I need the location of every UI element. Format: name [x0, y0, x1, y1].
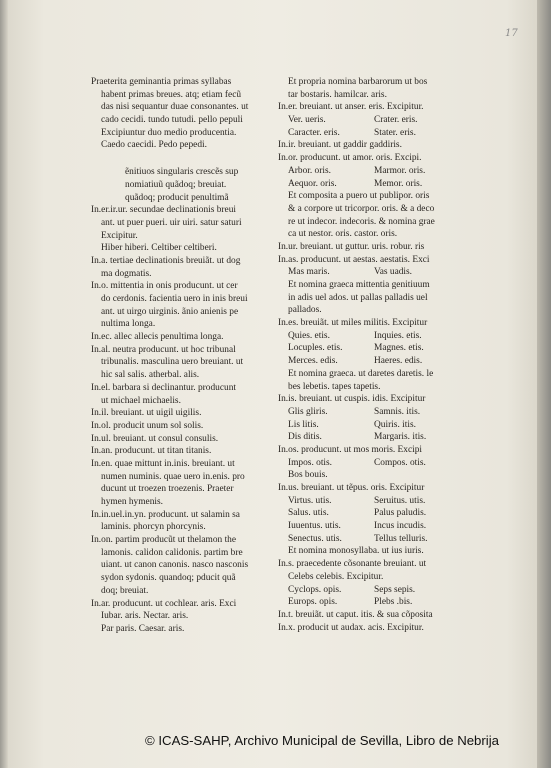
text-line [278, 114, 446, 127]
text-line: Et nomina graeca mittentia genitiuum [288, 280, 430, 290]
word-form-left: Aequor. oris. [288, 178, 337, 189]
word-form-right: Tellus telluris. [374, 533, 428, 544]
text-line [278, 330, 446, 343]
text-line: Bos bouis. [288, 470, 328, 481]
text-line: In.es. breuiãt. ut miles militis. Excipitur [278, 318, 428, 329]
text-line: Et composita a puero ut publipor. oris [288, 191, 430, 202]
text-line [278, 520, 446, 533]
text-line: ant. ut uirgo uirginis. ãnio anienis pe [101, 306, 239, 317]
text-line: ma dogmatis. [101, 268, 152, 279]
word-form-right: Haeres. edis. [374, 356, 423, 367]
word-form-left: Quies. etis. [288, 330, 330, 341]
text-line: In.x. producit ut audax. acis. Excipitur. [278, 622, 424, 633]
word-form-right: Incus incudis. [374, 521, 427, 532]
text-line [278, 584, 446, 597]
page-left-edge [0, 0, 8, 768]
text-line [278, 533, 446, 546]
text-line [278, 507, 446, 520]
text-line: In.ec. allec allecis penultima longa. [91, 332, 224, 343]
word-form-right: Seps sepis. [374, 584, 416, 595]
text-line: In.a. tertiae declinationis breuiãt. ut dog [91, 255, 241, 266]
word-form-left: Virtus. utis. [288, 495, 332, 506]
text-line: In.il. breuiant. ut uigil uigilis. [91, 408, 202, 419]
text-line: In.os. producunt. ut mos moris. Excipi [278, 444, 422, 455]
text-line [278, 127, 446, 140]
text-line: In.is. breuiant. ut cuspis. idis. Excipitur [278, 394, 426, 405]
word-form-right: Magnes. etis. [374, 343, 424, 354]
text-line: Hiber hiberi. Celtiber celtiberi. [101, 243, 217, 254]
text-line: & a corpore ut tricorpor. oris. & a deco [288, 203, 435, 214]
text-line: In.t. breuiãt. ut caput. itis. & sua cõposita [278, 609, 433, 620]
word-form-right: Margaris. itis. [374, 432, 427, 443]
text-line: uiant. ut canon canonis. nasco nasconis [101, 560, 249, 571]
text-line: In.ir. breuiant. ut gaddir gaddiris. [278, 140, 402, 151]
word-form-left: Impos. otis. [288, 457, 333, 468]
text-line: sydon sydonis. quandoq; pducit quã [101, 573, 236, 584]
text-line: lamonis. calidon calidonis. partim bre [101, 547, 243, 558]
text-line: cado cecidi. tundo tutudi. pello pepuli [101, 115, 243, 126]
word-form-right: Compos. otis. [374, 457, 426, 468]
text-line: laminis. phorcyn phorcynis. [101, 522, 206, 533]
word-form-left: Mas maris. [288, 267, 330, 278]
text-line: In.o. mittentia in onis producunt. ut cer [91, 281, 238, 292]
word-form-right: Samnis. itis. [374, 406, 421, 417]
text-line: In.er. breuiant. ut anser. eris. Excipitur. [278, 102, 424, 113]
word-form-left: Caracter. eris. [288, 127, 340, 138]
text-line [278, 596, 446, 609]
text-line [278, 266, 446, 279]
text-line: Et nomina monosyllaba. ut ius iuris. [288, 546, 424, 557]
word-form-right: Plebs .bis. [374, 597, 413, 608]
text-line: In.ar. producunt. ut cochlear. aris. Exci [91, 598, 237, 609]
text-line: In.el. barbara si declinantur. producunt [91, 382, 237, 393]
text-line [278, 406, 446, 419]
word-form-right: Palus paludis. [374, 508, 427, 519]
right-text-column [278, 76, 446, 634]
text-line: In.er.ir.ur. secundae declinationis breui [91, 205, 237, 216]
text-line: quãdoq; producit penultimã [125, 192, 229, 203]
text-line: Caedo caecidi. Pedo pepedi. [101, 140, 207, 151]
text-line: In.ol. producit unum sol solis. [91, 420, 204, 431]
text-line: nomiatiuũ quãdoq; breuiat. [125, 179, 227, 190]
text-line: in adis uel ados. ut pallas palladis uel [288, 292, 428, 303]
word-form-right: Marmor. oris. [374, 165, 426, 176]
text-line: In.en. quae mittunt in.inis. breuiant. ut [91, 458, 235, 469]
text-line: In.as. producunt. ut aestas. aestatis. Exci [278, 254, 430, 265]
text-line: das nisi sequantur duae consonantes. ut [101, 102, 249, 113]
text-line: In.or. producunt. ut amor. oris. Excipi. [278, 153, 422, 164]
left-text-column [91, 76, 267, 636]
word-form-right: Seruitus. utis. [374, 495, 426, 506]
text-line: pallados. [288, 305, 322, 316]
text-line: tribunalis. masculina uero breuiant. ut [101, 357, 244, 368]
text-line: tar bostaris. hamilcar. aris. [288, 89, 387, 100]
text-line: In.an. producunt. ut titan titanis. [91, 446, 212, 457]
text-line: numen numinis. quae uero in.enis. pro [101, 471, 245, 482]
text-line: ẽnitiuos singularis crescẽs sup [125, 167, 239, 178]
word-form-left: Cyclops. opis. [288, 584, 342, 595]
text-line [278, 165, 446, 178]
text-line: ut michael michaelis. [101, 395, 181, 406]
word-form-right: Memor. oris. [374, 178, 423, 189]
text-line [278, 342, 446, 355]
word-form-left: Europs. opis. [288, 597, 338, 608]
text-line [278, 431, 446, 444]
text-line [278, 419, 446, 432]
word-form-left: Salus. utis. [288, 508, 329, 519]
text-line: Par paris. Caesar. aris. [101, 623, 185, 634]
word-form-right: Stater. eris. [374, 127, 416, 138]
text-line: hymen hymenis. [101, 497, 163, 507]
text-line: doq; breuiat. [101, 585, 149, 596]
text-line: ant. ut puer pueri. uir uiri. satur saturi [101, 217, 242, 228]
copyright-notice: © ICAS-SAHP, Archivo Municipal de Sevilla, Libro de Nebrija [145, 733, 499, 748]
text-line: habent primas breues. atq; etiam fecũ [101, 89, 242, 100]
word-form-left: Lis litis. [288, 419, 319, 430]
text-line: ducunt ut troezen troezenis. Praeter [101, 484, 234, 495]
folio-number: 17 [505, 28, 518, 39]
text-line: hic sal salis. atherbal. alis. [101, 370, 200, 381]
word-form-left: Arbor. oris. [288, 165, 331, 176]
word-form-left: Ver. ueris. [288, 115, 326, 126]
word-form-left: Merces. edis. [288, 356, 338, 367]
text-line: In.al. neutra producunt. ut hoc tribunal [91, 344, 236, 355]
text-line: In.on. partim producũt ut thelamon the [91, 535, 237, 546]
word-form-right: Crater. eris. [374, 115, 418, 126]
word-form-right: Quiris. itis. [374, 419, 416, 430]
text-line: Celebs celebis. Excipitur. [288, 571, 384, 582]
text-line: In.us. breuiant. ut tẽpus. oris. Excipitur [278, 483, 425, 493]
text-line: Excipiuntur duo medio producentia. [101, 127, 237, 138]
text-line: In.s. praecedente cõsonante breuiant. ut [278, 559, 427, 570]
text-line [278, 355, 446, 368]
text-line: In.ul. breuiant. ut consul consulis. [91, 433, 219, 444]
text-line: Iubar. aris. Nectar. aris. [101, 611, 189, 622]
word-form-left: Dis ditis. [288, 432, 322, 443]
text-line: Praeterita geminantia primas syllabas [91, 77, 232, 87]
text-line: ca ut nestor. oris. castor. oris. [288, 229, 398, 240]
text-line: In.ur. breuiant. ut guttur. uris. robur. ris [278, 241, 425, 252]
text-line [278, 457, 446, 470]
text-line: In.in.uel.in.yn. producunt. ut salamin sa [91, 509, 240, 520]
text-line: Et propria nomina barbarorum ut bos [288, 77, 428, 87]
word-form-left: Glis gliris. [288, 406, 328, 417]
word-form-left: Senectus. utis. [288, 533, 342, 544]
text-line: do cerdonis. facientia uero in inis breui [101, 294, 248, 304]
word-form-left: Iuuentus. utis. [288, 521, 341, 532]
word-form-left: Locuples. etis. [288, 343, 343, 354]
text-line [278, 178, 446, 191]
text-line: re ut indecor. indecoris. & nomina grae [288, 216, 435, 227]
word-form-right: Vas uadis. [374, 267, 413, 278]
word-form-right: Inquies. etis. [374, 330, 422, 341]
text-line: Excipitur. [101, 230, 138, 241]
page-right-edge [537, 0, 551, 768]
text-line: nultima longa. [101, 319, 156, 330]
text-line [91, 152, 267, 166]
text-line: bes lebetis. tapes tapetis. [288, 381, 381, 392]
text-line: Et nomina graeca. ut daretes daretis. le [288, 368, 434, 379]
text-line [278, 495, 446, 508]
